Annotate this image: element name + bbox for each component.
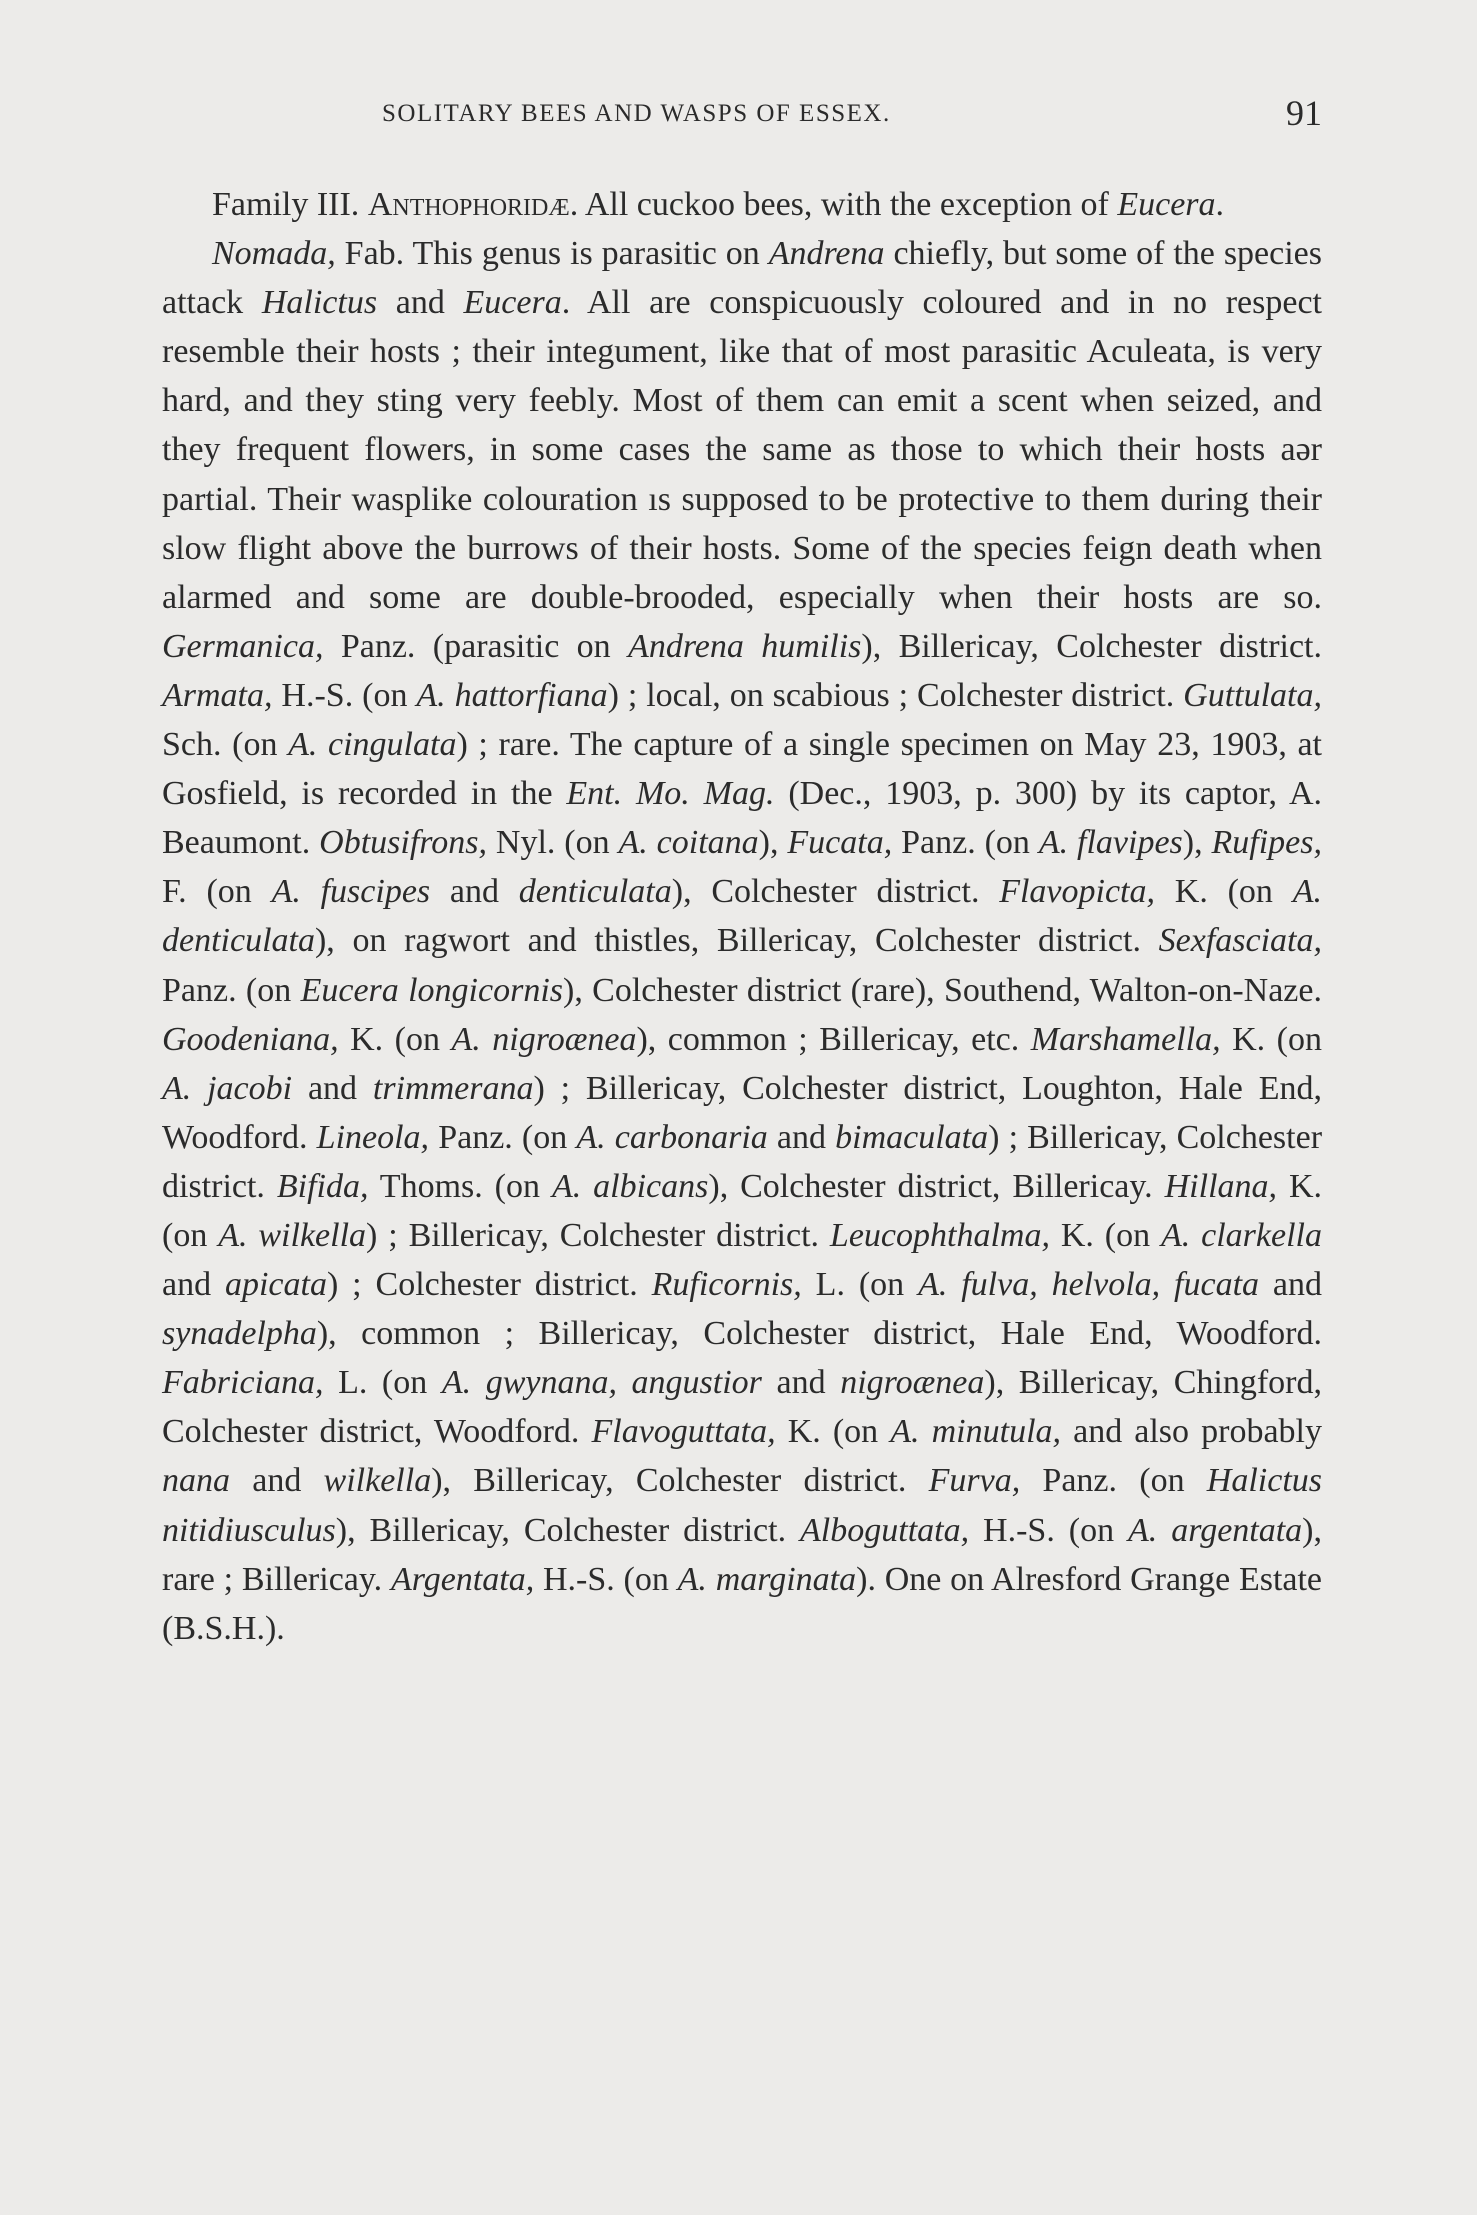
italic-term: A. denticulata <box>162 873 1322 960</box>
italic-term: Lineola, <box>316 1118 430 1156</box>
text-run: and <box>767 1118 836 1156</box>
text-run: Sch. (on <box>162 726 289 764</box>
italic-term: nana <box>162 1462 230 1500</box>
italic-term: Leucophthalma, <box>829 1216 1050 1254</box>
text-run: chiefly, but some of the species attack <box>162 235 1322 322</box>
italic-term: A. marginata <box>677 1560 857 1598</box>
italic-term: Flavoguttata, <box>591 1413 776 1451</box>
running-head <box>162 92 1322 142</box>
italic-term: A. cingulata <box>288 726 457 764</box>
text-run: ), Billericay, Colchester district. <box>861 627 1322 665</box>
italic-term: A. minutula, <box>890 1413 1062 1451</box>
text-run: ), common ; Billericay, etc. <box>636 1020 1031 1058</box>
genus-eucera: Eucera <box>1117 186 1216 223</box>
italic-term: Eucera longicornis <box>300 971 564 1009</box>
italic-term: Andrena <box>768 235 885 273</box>
family-paragraph <box>162 180 1322 229</box>
italic-term: bimaculata <box>835 1118 989 1156</box>
italic-term: A. argentata <box>1128 1511 1303 1549</box>
italic-term: wilkella <box>323 1462 432 1500</box>
family-lead: Family III. <box>212 186 360 223</box>
text-run: ), Colchester district (rare), Southend, Walton-on-Naze. <box>563 971 1322 1009</box>
italic-term: A. clarkella <box>1160 1216 1322 1254</box>
text-run: ), <box>1182 824 1212 862</box>
text-run: K. (on <box>775 1413 891 1451</box>
italic-term: Ruficornis, <box>651 1266 802 1304</box>
italic-term: Marshamella, <box>1030 1020 1221 1058</box>
family-name: Anthophoridæ. <box>367 186 579 223</box>
italic-term: A. nigroænea <box>451 1020 637 1058</box>
italic-term: denticulata <box>518 873 672 911</box>
italic-term: Halictus <box>261 284 378 322</box>
italic-term: Fabriciana, <box>162 1364 324 1402</box>
italic-term: Armata, <box>162 676 273 714</box>
text-run: K. (on <box>162 1167 1323 1254</box>
text-run: Panz. (on <box>162 971 301 1009</box>
italic-term: Hillana, <box>1164 1167 1278 1205</box>
text-run: K. (on <box>1049 1216 1161 1254</box>
italic-term: trimmerana <box>372 1069 534 1107</box>
family-text-end: . <box>1215 186 1225 223</box>
text-run: ), Colchester district. <box>671 873 1000 911</box>
italic-term: apicata <box>224 1266 327 1304</box>
text-run: ), Billericay, Colchester district. <box>431 1462 929 1500</box>
italic-term: Furva, <box>928 1462 1021 1500</box>
text-run: L. (on <box>801 1266 919 1304</box>
italic-term: synadelpha <box>162 1315 317 1353</box>
italic-term: A. gwynana, angustior <box>441 1364 762 1402</box>
text-run: Panz. (on <box>429 1118 577 1156</box>
italic-term: Bifida, <box>276 1167 369 1205</box>
body-text <box>162 180 1322 1653</box>
text-run: ), on ragwort and thistles, Billericay, Colchester district. <box>314 922 1159 960</box>
text-run: Fab. This genus is parasitic on <box>335 235 769 273</box>
text-run: ). One on Alresford Grange Estate (B.S.H.). <box>162 1560 1323 1647</box>
italic-term: Goodeniana, <box>162 1020 339 1058</box>
text-run: ) ; local, on scabious ; Colchester district. <box>607 676 1184 714</box>
italic-term: A. fulva, helvola, fucata <box>918 1266 1260 1304</box>
text-run: and <box>430 873 519 911</box>
italic-term: A. albicans <box>551 1167 709 1205</box>
text-run: and <box>377 284 464 322</box>
nomada-paragraph <box>162 229 1322 1653</box>
italic-term: A. jacobi <box>162 1069 293 1107</box>
italic-term: Andrena humilis <box>628 627 862 665</box>
italic-term: Eucera <box>463 284 562 322</box>
italic-term: Ent. Mo. Mag. <box>566 775 775 813</box>
text-run: ) ; Colchester district. <box>326 1266 652 1304</box>
italic-term: Germanica, <box>162 627 324 665</box>
text-run: and <box>292 1069 373 1107</box>
text-run: Thoms. (on <box>368 1167 552 1205</box>
italic-term: nigroænea <box>840 1364 985 1402</box>
italic-term: Halictus nitidiusculus <box>162 1462 1323 1549</box>
text-run: ), Colchester district, Billericay. <box>708 1167 1165 1205</box>
text-run: ) ; rare. The capture of a single specimen on May 23, 1903, at Gosfield, is recorded in the <box>162 726 1323 813</box>
italic-term: Rufipes, <box>1211 824 1322 862</box>
text-run: and <box>162 1266 225 1304</box>
italic-term: Fucata, <box>787 824 893 862</box>
text-run: K. (on <box>1220 1020 1322 1058</box>
italic-term: A. coitana <box>618 824 759 862</box>
text-run: F. (on <box>162 873 272 911</box>
italic-term: A. fuscipes <box>271 873 431 911</box>
italic-term: Alboguttata, <box>800 1511 970 1549</box>
text-run: (Dec., 1903, p. 300) by its captor, A. Beaumont. <box>162 775 1323 862</box>
family-text: All cuckoo bees, with the exception of <box>584 186 1109 223</box>
italic-term: Sexfasciata, <box>1158 922 1322 960</box>
text-run: H.-S. (on <box>272 676 417 714</box>
text-run: Panz. (on <box>892 824 1039 862</box>
running-title: SOLITARY BEES AND WASPS OF ESSEX. <box>382 100 891 127</box>
italic-term: A. hattorfiana <box>416 676 608 714</box>
text-run: K. (on <box>1155 873 1293 911</box>
italic-term: Argentata, <box>390 1560 535 1598</box>
text-run: H.-S. (on <box>969 1511 1129 1549</box>
book-page <box>162 92 1322 1653</box>
text-run: Panz. (parasitic on <box>323 627 629 665</box>
italic-term: Guttulata, <box>1183 676 1322 714</box>
text-run: ), Billericay, Colchester district. <box>335 1511 801 1549</box>
text-run: ), <box>758 824 788 862</box>
text-run: and <box>230 1462 324 1500</box>
text-run: L. (on <box>323 1364 442 1402</box>
text-run: and also probably <box>1061 1413 1322 1451</box>
text-run: and <box>761 1364 841 1402</box>
italic-term: A. flavipes <box>1038 824 1183 862</box>
text-run: ), Billericay, Chingford, Colchester district, Woodford. <box>162 1364 1322 1451</box>
page-number: 91 <box>1286 93 1322 133</box>
italic-term: Obtusifrons, <box>319 824 487 862</box>
text-run: Panz. (on <box>1020 1462 1207 1500</box>
text-run: ), common ; Billericay, Colchester district, Hale End, Woodford. <box>316 1315 1322 1353</box>
text-run: and <box>1259 1266 1323 1304</box>
text-run: ) ; Billericay, Colchester district, Loughton, Hale End, Woodford. <box>162 1069 1323 1156</box>
text-run: ) ; Billericay, Colchester district. <box>366 1216 830 1254</box>
italic-term: Nomada, <box>212 235 336 273</box>
italic-term: A. wilkella <box>218 1216 367 1254</box>
text-run: ) ; Billericay, Colchester district. <box>162 1118 1323 1205</box>
italic-term: Flavopicta, <box>999 873 1156 911</box>
text-run: K. (on <box>338 1020 452 1058</box>
text-run: H.-S. (on <box>534 1560 678 1598</box>
text-run: ), rare ; Billericay. <box>162 1511 1322 1598</box>
text-run: Nyl. (on <box>486 824 619 862</box>
italic-term: A. carbonaria <box>576 1118 768 1156</box>
text-run: . All are conspicuously coloured and in no respect resemble their hosts ; their integument, like that of most parasitic Aculeata, is very hard, and they sting very feebly. Most of them can emit a scent when seized, and they frequent flowers, in some cases the same as those to which their hosts aər partial. Their wasplike colouration ıs supposed to be protective to them during their slow flight above the burrows of their hosts. Some of the species feign death when alarmed and some are double-brooded, especially when their hosts are so. <box>162 284 1322 616</box>
